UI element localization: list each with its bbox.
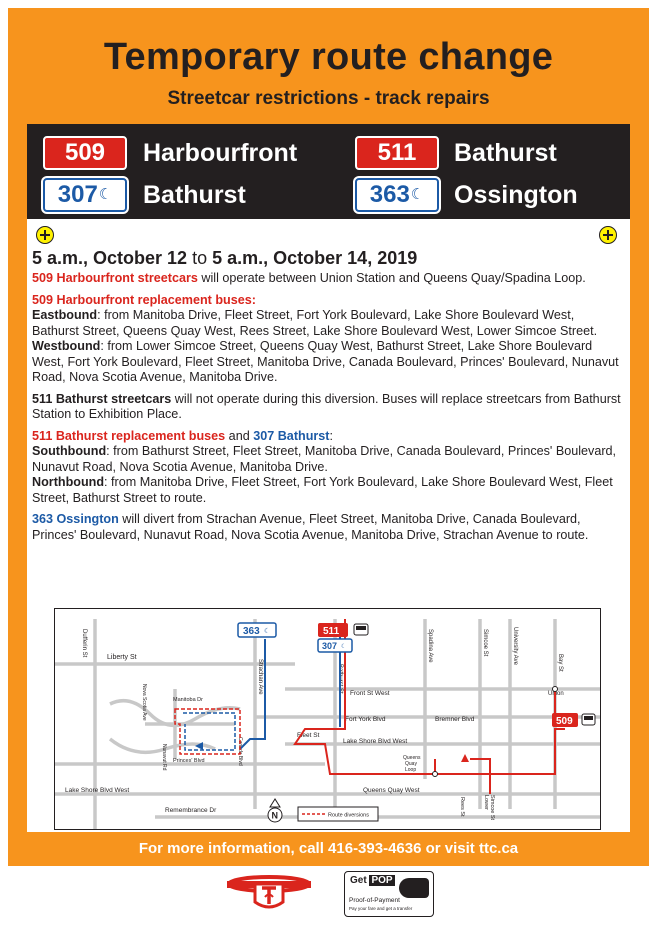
paragraph-511-streetcar: 511 Bathurst streetcars will not operate during this diversion. Buses will replace streetcars from Bathurst Station to Exhibition Place.	[32, 391, 621, 421]
poster-subtitle: Streetcar restrictions - track repairs	[167, 88, 490, 109]
date-connector: to	[192, 248, 208, 268]
label-princes: Princes' Blvd	[173, 758, 205, 764]
label-simcoe: Simcoe St	[482, 629, 488, 657]
svg-text:509: 509	[556, 716, 573, 727]
label-loop-3: Loop	[405, 767, 417, 773]
label-front: Front St West	[350, 690, 390, 697]
label-lakeshore-east: Lake Shore Blvd West	[343, 738, 408, 745]
stop-marker	[433, 772, 438, 777]
route-name-509: Harbourfront	[143, 139, 298, 167]
pop-badge: Get POP Proof-of-Payment Pay your fare and get a transfer	[344, 871, 434, 917]
label-rees: Rees St	[459, 797, 465, 817]
date-end: 5 a.m., October 14, 2019	[212, 248, 418, 268]
accessible-plus-icon	[36, 226, 54, 244]
svg-text:511: 511	[323, 626, 340, 637]
north-label: N	[271, 810, 278, 821]
label-queensquay: Queens Quay West	[363, 787, 420, 794]
night-moon-icon: ☾	[410, 186, 425, 203]
label-loop-1: Queens	[403, 755, 421, 761]
label-bay: Bay St	[557, 654, 563, 672]
pop-line2: Pay your fare and get a transfer	[349, 906, 413, 911]
paragraph-363: 363 Ossington will divert from Strachan Avenue, Fleet Street, Manitoba Drive, Canada Boulevard, Princes' Boulevard, Nunavut Road, Nova Scotia Avenue, Manitoba Drive, Strachan Avenue to route.	[32, 512, 589, 542]
route-badge-511: 511	[355, 136, 439, 170]
label-nunavut: Nunavut Rd	[161, 744, 167, 771]
route-banner	[27, 124, 630, 219]
route-badge-509: 509	[43, 136, 127, 170]
label-canada: Canada Blvd	[237, 737, 243, 766]
label-bathurst: Bathurst St	[337, 664, 343, 694]
ticket-hand-icon	[399, 878, 429, 898]
label-strachan: Strachan Ave	[257, 659, 263, 695]
route-badge-363: 363☾	[355, 178, 439, 212]
label-fortyork: Fort York Blvd	[345, 716, 386, 723]
date-start: 5 a.m., October 12	[32, 248, 188, 268]
label-university: University Ave	[512, 627, 518, 665]
accessible-plus-icon	[599, 226, 617, 244]
label-lowersimcoe-1: Lower	[483, 795, 489, 810]
stop-marker	[553, 687, 558, 692]
legend-label: Route diversions	[328, 812, 369, 819]
label-lowersimcoe-2: Simcoe St	[489, 795, 495, 821]
night-moon-icon: ☾	[341, 644, 347, 650]
label-remembrance: Remembrance Dr	[165, 807, 217, 814]
svg-text:363: 363	[243, 626, 260, 637]
route-name-511: Bathurst	[454, 139, 557, 167]
label-manitoba: Manitoba Dr	[173, 697, 203, 703]
paragraph-511-307-buses: 511 Bathurst replacement buses and 307 Bathurst: Southbound: from Bathurst Street, Fleet Street, Manitoba Drive, Canada Boulevard, Princes' Boulevard, Nunavut Road, Nova Scotia Avenue, Manitoba Drive. Northbound: from Manitoba Drive, Fleet Street, Fort York Boulevard, Lake Shore Boulevard West, Fleet Street, Bathurst Street to route.	[32, 428, 617, 505]
bottom-band	[8, 866, 649, 936]
notice-panel	[27, 124, 630, 832]
label-loop-2: Quay	[405, 761, 417, 767]
poster-title: Temporary route change	[103, 36, 554, 78]
ttc-logo	[225, 870, 313, 912]
label-spadina: Spadina Ave	[427, 629, 433, 663]
pop-line1: Proof-of-Payment	[349, 897, 400, 904]
diversion-map	[54, 608, 601, 830]
info-footer: For more information, call 416-393-4636 or visit ttc.ca	[30, 836, 627, 862]
date-range	[32, 248, 417, 269]
label-dufferin: Dufferin St	[81, 629, 87, 658]
route-name-307: Bathurst	[143, 181, 246, 209]
label-bremner: Bremner Blvd	[435, 716, 475, 723]
label-novascotia: Nova Scotia Ave	[141, 684, 147, 721]
map-svg	[55, 609, 600, 829]
label-liberty: Liberty St	[107, 654, 137, 661]
route-name-363: Ossington	[454, 181, 578, 209]
label-fleet: Fleet St	[297, 732, 320, 739]
svg-text:307: 307	[322, 641, 338, 651]
night-moon-icon: ☾	[98, 186, 113, 203]
notice-body	[32, 271, 624, 549]
label-lakeshore-west: Lake Shore Blvd West	[65, 787, 130, 794]
paragraph-509-buses: 509 Harbourfront replacement buses: Eastbound: from Manitoba Drive, Fleet Street, Fort York Boulevard, Lake Shore Boulevard West, Bathurst Street, Queens Quay West, Rees Street, Lake Shore Boulevard West, Lower Simcoe Street. Westbound: from Lower Simcoe Street, Queens Quay West, Bathurst Street, Lake Shore Boulevard West, Fort York Boulevard, Fleet Street, Manitoba Drive, Canada Boulevard, Princes' Boulevard, Nunavut Road, Nova Scotia Avenue, Manitoba Drive.	[32, 292, 619, 384]
label-union: Union	[548, 691, 564, 697]
arrow-icon	[461, 754, 469, 762]
night-moon-icon: ☾	[264, 628, 271, 635]
route-badge-307: 307☾	[43, 178, 127, 212]
north-arrow-icon	[270, 799, 280, 807]
paragraph-509-streetcar: 509 Harbourfront streetcars will operate between Union Station and Queens Quay/Spadina Loop.	[32, 271, 586, 285]
